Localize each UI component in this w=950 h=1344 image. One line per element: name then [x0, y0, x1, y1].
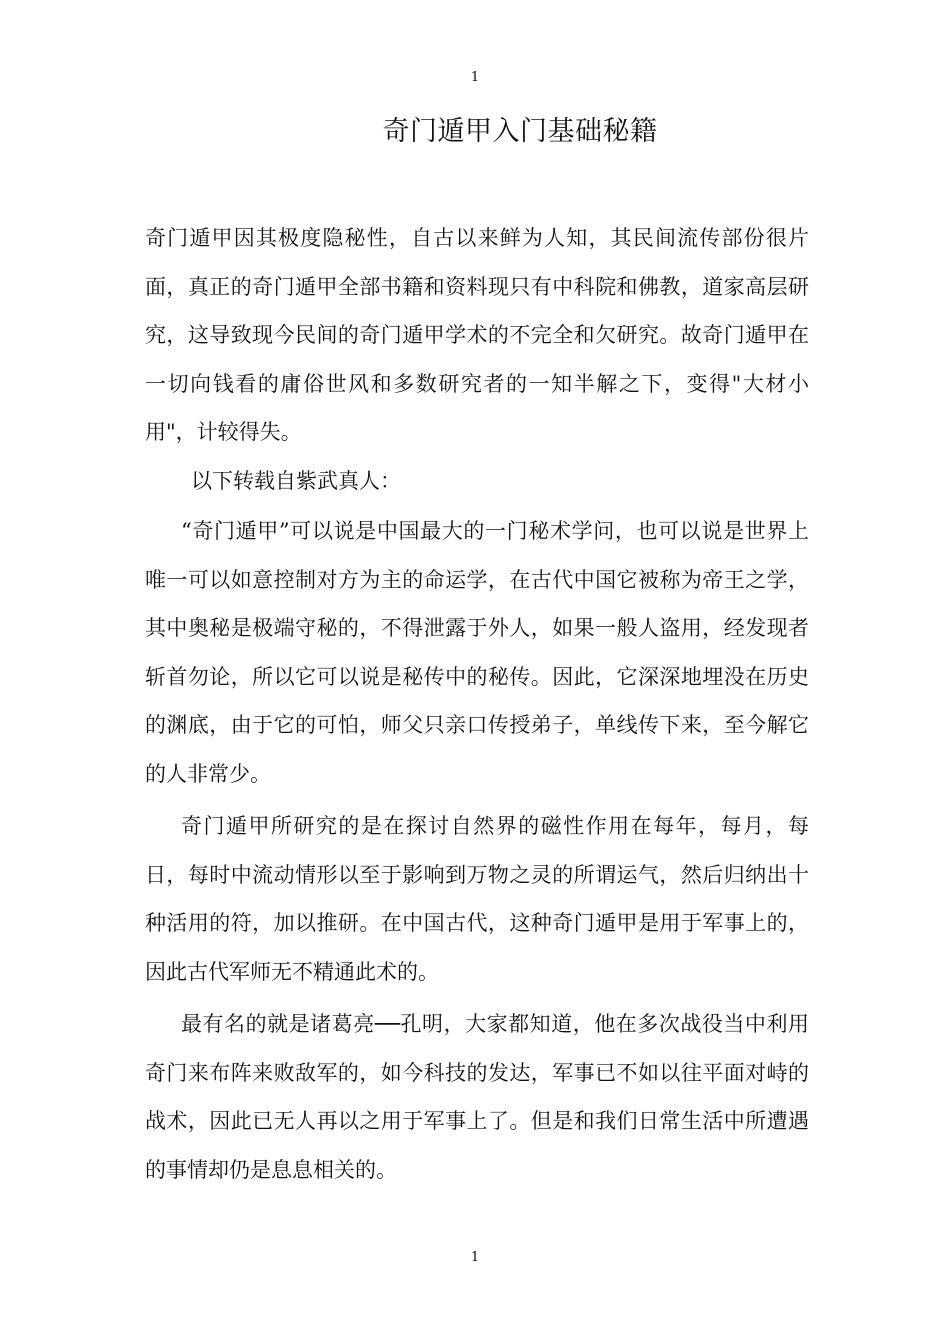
paragraph-qimen-research: 奇门遁甲所研究的是在探讨自然界的磁性作用在每年，每月，每日，每时中流动情形以至于影响到万物之灵的所谓运气，然后归纳出十种活用的符，加以推研。在中国古代，这种奇门遁甲是用于军事上的，因此古代军师无不精通此术的。 — [145, 814, 809, 984]
document-body — [145, 214, 809, 1194]
paragraph-intro: 奇门遁甲因其极度隐秘性，自古以来鲜为人知，其民间流传部份很片面，真正的奇门遁甲全部书籍和资料现只有中科院和佛教，道家高层研究，这导致现今民间的奇门遁甲学术的不完全和欠研究。故奇门遁甲在一切向钱看的庸俗世风和多数研究者的一知半解之下，变得"大材小用"，计较得失。 — [145, 226, 809, 444]
page-number-bottom: 1 — [470, 1250, 480, 1265]
paragraph-qimen-secret: “奇门遁甲”可以说是中国最大的一门秘术学问，也可以说是世界上唯一可以如意控制对方为主的命运学，在古代中国它被称为帝王之学，其中奥秘是极端守秘的，不得泄露于外人，如果一般人盗用，经发现者斩首勿论，所以它可以说是秘传中的秘传。因此，它深深地埋没在历史的渊底，由于它的可怕，师父只亲口传授弟子，单线传下来，至今解它的人非常少。 — [145, 519, 809, 786]
document-title: 奇门遁甲入门基础秘籍 — [382, 116, 658, 147]
paragraph-zhuge-liang: 最有名的就是诸葛亮──孔明，大家都知道，他在多次战役当中利用奇门来布阵来败敌军的，如今科技的发达，军事已不如以往平面对峙的战术，因此已无人再以之用于军事上了。但是和我们日常生活中所遭遇的事情却仍是息息相关的。 — [145, 1012, 809, 1182]
page-number-top: 1 — [470, 70, 480, 85]
paragraph-repost-note: 以下转载自紫武真人： — [191, 468, 401, 493]
